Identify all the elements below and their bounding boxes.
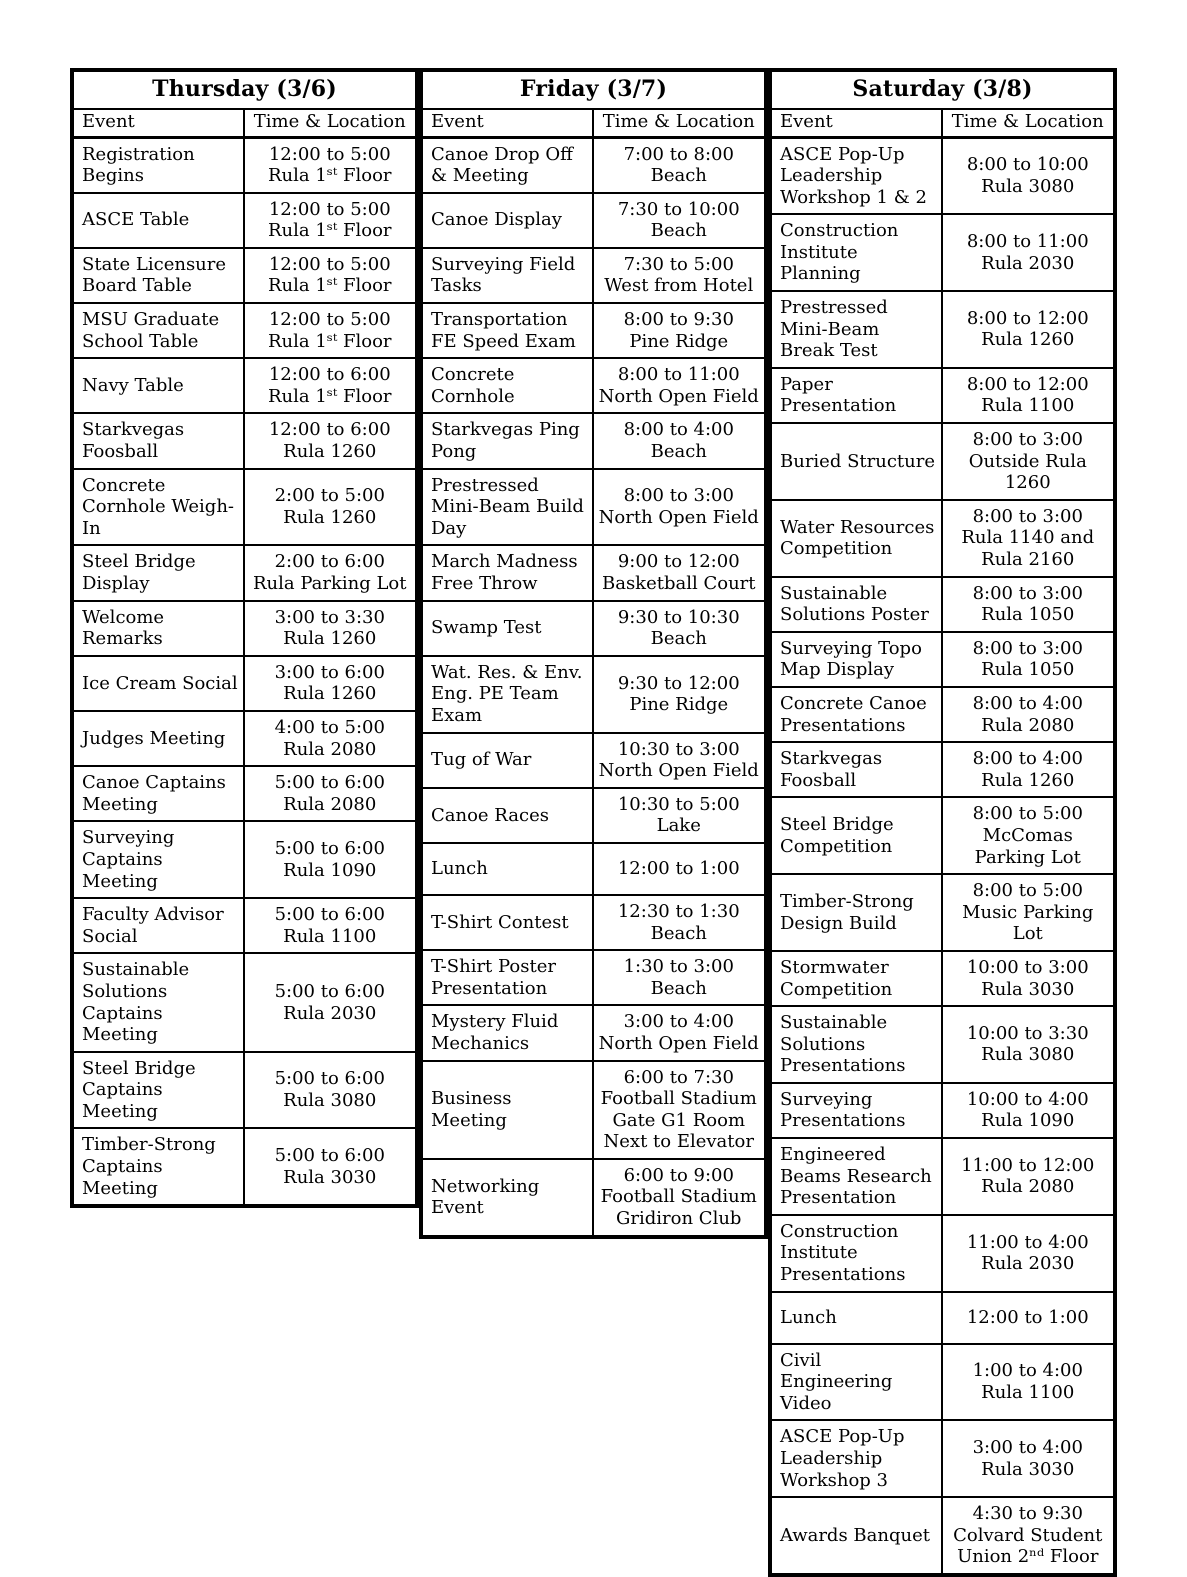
event-time-location: [245, 139, 416, 192]
event-name: Swamp Test: [423, 602, 594, 655]
event-location: Rula 3030: [981, 978, 1075, 1000]
event-name: Prestressed Mini-Beam Break Test: [772, 292, 943, 367]
event-name: Lunch: [772, 1293, 943, 1343]
event-column-header: Event: [772, 110, 943, 136]
event-row: [423, 734, 764, 789]
event-time: 11:00 to 4:00: [966, 1231, 1089, 1253]
event-name: Concrete Cornhole: [423, 359, 594, 412]
event-time-location: [594, 602, 765, 655]
event-time-location: [943, 952, 1114, 1005]
column-headers-saturday: [772, 110, 1113, 139]
event-time-location: [245, 1053, 416, 1128]
event-time-location: [594, 470, 765, 545]
event-time-location: [594, 789, 765, 842]
event-time-location: [943, 501, 1114, 576]
event-time-location: [245, 546, 416, 599]
event-time: 8:00 to 5:00: [972, 880, 1083, 902]
event-time: 10:00 to 4:00: [966, 1088, 1089, 1110]
event-name: Judges Meeting: [74, 712, 245, 765]
event-time: 3:00 to 4:00: [972, 1437, 1083, 1459]
event-time-location: [943, 578, 1114, 631]
event-location: Pine Ridge: [629, 330, 729, 352]
event-row: [772, 1007, 1113, 1084]
event-name: Surveying Captains Meeting: [74, 822, 245, 897]
event-time: 8:00 to 12:00: [966, 373, 1089, 395]
event-name: ASCE Pop-Up Leadership Workshop 3: [772, 1421, 943, 1496]
time-location-column-header: Time & Location: [951, 111, 1104, 132]
event-time-location: [943, 743, 1114, 796]
event-row: [772, 1139, 1113, 1216]
event-row: [423, 657, 764, 734]
event-row: [772, 139, 1113, 216]
event-time: 9:30 to 10:30: [617, 606, 740, 628]
event-time: 8:00 to 4:00: [972, 692, 1083, 714]
day-title-thursday: Thursday (3/6): [74, 72, 415, 110]
event-location: North Open Field: [598, 760, 759, 782]
event-time: 9:30 to 12:00: [617, 672, 740, 694]
event-time-location: [943, 688, 1114, 741]
event-time-location: [943, 875, 1114, 950]
event-time-location: [245, 822, 416, 897]
event-time: 8:00 to 3:00: [972, 637, 1083, 659]
event-location: Beach: [650, 922, 707, 944]
event-rows-saturday: [772, 139, 1113, 1573]
event-rows-thursday: [74, 139, 415, 1205]
event-time: 8:00 to 11:00: [617, 364, 740, 386]
event-location: Rula 2030: [283, 1002, 377, 1024]
event-time-location: [594, 1062, 765, 1158]
event-location: Beach: [650, 628, 707, 650]
event-location: Rula 1140 and Rula 2160: [961, 527, 1095, 570]
event-name: Civil Engineering Video: [772, 1345, 943, 1420]
event-location: Rula 3080: [981, 1044, 1075, 1066]
event-rows-friday: [423, 139, 764, 1235]
event-name: Construction Institute Planning: [772, 215, 943, 290]
event-location: Music Parking Lot: [962, 901, 1094, 945]
event-row: [772, 578, 1113, 633]
event-location: Beach: [650, 165, 707, 187]
event-time: 11:00 to 12:00: [961, 1154, 1095, 1176]
event-time: 6:00 to 7:30: [623, 1066, 734, 1088]
event-name: Paper Presentation: [772, 369, 943, 422]
event-location: Rula 1260: [981, 769, 1075, 791]
time-location-column-header: Time & Location: [253, 111, 406, 132]
event-name: Concrete Cornhole Weigh-In: [74, 470, 245, 545]
event-row: [772, 424, 1113, 501]
event-row: [423, 1006, 764, 1061]
event-name: Starkvegas Foosball: [74, 414, 245, 467]
event-location: Rula 2080: [981, 1176, 1075, 1198]
event-name: Starkvegas Ping Pong: [423, 414, 594, 467]
event-row: [772, 688, 1113, 743]
event-time-location: [943, 1293, 1114, 1343]
event-time-location: [943, 1216, 1114, 1291]
event-name: Ice Cream Social: [74, 657, 245, 710]
event-time-location: [943, 633, 1114, 686]
event-row: [772, 798, 1113, 875]
event-time-location: [245, 414, 416, 467]
event-time-location: [245, 359, 416, 412]
event-row: [74, 470, 415, 547]
event-row: [74, 822, 415, 899]
event-time-location: [594, 139, 765, 192]
event-time-location: [943, 215, 1114, 290]
event-location: Pine Ridge: [629, 694, 729, 716]
event-time: 5:00 to 6:00: [274, 980, 385, 1002]
event-location: Beach: [650, 220, 707, 242]
event-row: [74, 712, 415, 767]
day-title-saturday: Saturday (3/8): [772, 72, 1113, 110]
event-name: Registration Begins: [74, 139, 245, 192]
event-row: [772, 1084, 1113, 1139]
event-location: Rula 3080: [981, 175, 1075, 197]
event-location: Rula 3030: [981, 1458, 1075, 1480]
event-location: Rula 2080: [981, 714, 1075, 736]
event-time: 12:00 to 5:00: [268, 253, 391, 275]
event-row: [772, 292, 1113, 369]
event-location: Rula 3030: [283, 1166, 377, 1188]
event-time: 5:00 to 6:00: [274, 904, 385, 926]
event-time-location: [594, 194, 765, 247]
event-name: Surveying Topo Map Display: [772, 633, 943, 686]
day-title-friday: Friday (3/7): [423, 72, 764, 110]
event-name: MSU Graduate School Table: [74, 304, 245, 357]
event-row: [423, 896, 764, 951]
event-time: 8:00 to 5:00: [972, 803, 1083, 825]
event-row: [74, 359, 415, 414]
event-row: [74, 304, 415, 359]
event-row: [423, 359, 764, 414]
event-location: Rula 1ˢᵗ Floor: [267, 385, 392, 407]
event-time: 8:00 to 12:00: [966, 307, 1089, 329]
event-time-location: [245, 767, 416, 820]
event-location: Rula 1260: [283, 441, 377, 463]
event-time: 12:00 to 6:00: [268, 419, 391, 441]
event-row: [423, 951, 764, 1006]
event-time: 6:00 to 9:00: [623, 1164, 734, 1186]
event-time: 5:00 to 6:00: [274, 1068, 385, 1090]
event-row: [423, 139, 764, 194]
event-time-location: [245, 194, 416, 247]
event-name: Concrete Canoe Presentations: [772, 688, 943, 741]
event-time: 12:00 to 5:00: [268, 143, 391, 165]
event-row: [772, 1216, 1113, 1293]
event-name: Steel Bridge Captains Meeting: [74, 1053, 245, 1128]
event-name: Buried Structure: [772, 424, 943, 499]
event-location: Colvard Student Union 2ⁿᵈ Floor: [953, 1524, 1103, 1568]
event-time: 8:00 to 4:00: [623, 419, 734, 441]
event-row: [772, 1293, 1113, 1345]
event-location: Beach: [650, 977, 707, 999]
event-name: State Licensure Board Table: [74, 249, 245, 302]
event-row: [423, 414, 764, 469]
event-time-location: [594, 304, 765, 357]
event-location: Rula 1100: [283, 925, 377, 947]
event-row: [772, 1345, 1113, 1422]
event-time-location: [245, 954, 416, 1050]
event-location: Beach: [650, 441, 707, 463]
event-row: [74, 1053, 415, 1130]
event-time: 10:30 to 3:00: [617, 738, 740, 760]
event-row: [74, 139, 415, 194]
event-location: Rula 1260: [283, 628, 377, 650]
event-time: 7:30 to 10:00: [617, 198, 740, 220]
event-location: Lake: [656, 815, 701, 837]
event-row: [74, 767, 415, 822]
event-row: [423, 470, 764, 547]
event-location: Rula 1090: [283, 859, 377, 881]
event-row: [74, 546, 415, 601]
event-time: 8:00 to 11:00: [966, 231, 1089, 253]
event-time-location: [594, 1160, 765, 1235]
event-time-location: [594, 359, 765, 412]
event-time-location: [943, 139, 1114, 214]
event-time-location: [943, 1139, 1114, 1214]
event-time: 8:00 to 10:00: [966, 154, 1089, 176]
event-time: 8:00 to 3:00: [972, 505, 1083, 527]
event-location: Rula 1050: [981, 659, 1075, 681]
event-time-location: [594, 734, 765, 787]
event-name: Awards Banquet: [772, 1498, 943, 1573]
event-location: Rula 1260: [981, 329, 1075, 351]
event-time-location: [245, 712, 416, 765]
event-name: Surveying Field Tasks: [423, 249, 594, 302]
event-location: McComas Parking Lot: [974, 824, 1081, 868]
event-time: 8:00 to 3:00: [972, 429, 1083, 451]
event-time-location: [245, 249, 416, 302]
event-row: [772, 743, 1113, 798]
event-location: Rula 1ˢᵗ Floor: [267, 220, 392, 242]
event-row: [423, 844, 764, 896]
conference-schedule: [70, 68, 1117, 1577]
event-time: 8:00 to 4:00: [972, 748, 1083, 770]
event-name: Transportation FE Speed Exam: [423, 304, 594, 357]
event-time: 3:00 to 3:30: [274, 606, 385, 628]
event-row: [74, 194, 415, 249]
event-row: [772, 952, 1113, 1007]
event-time: 8:00 to 3:00: [623, 485, 734, 507]
event-row: [423, 1160, 764, 1235]
event-name: Faculty Advisor Social: [74, 899, 245, 952]
event-name: Canoe Drop Off & Meeting: [423, 139, 594, 192]
event-time: 2:00 to 5:00: [274, 485, 385, 507]
event-time-location: [943, 369, 1114, 422]
event-name: Starkvegas Foosball: [772, 743, 943, 796]
event-location: Rula 1260: [283, 507, 377, 529]
event-name: Wat. Res. & Env. Eng. PE Team Exam: [423, 657, 594, 732]
event-time: 10:00 to 3:30: [966, 1022, 1089, 1044]
event-row: [423, 602, 764, 657]
event-time-location: [594, 844, 765, 894]
event-name: Tug of War: [423, 734, 594, 787]
event-row: [772, 1421, 1113, 1498]
event-time: 8:00 to 3:00: [972, 582, 1083, 604]
event-location: Rula 2030: [981, 1253, 1075, 1275]
event-name: Canoe Races: [423, 789, 594, 842]
event-name: Steel Bridge Display: [74, 546, 245, 599]
event-location: Rula 2080: [283, 738, 377, 760]
event-row: [423, 546, 764, 601]
event-row: [74, 954, 415, 1052]
event-time-location: [245, 602, 416, 655]
event-time: 7:00 to 8:00: [623, 143, 734, 165]
event-name: Canoe Captains Meeting: [74, 767, 245, 820]
event-time: 2:00 to 6:00: [274, 551, 385, 573]
event-location: Football Stadium Gridiron Club: [600, 1186, 757, 1230]
day-table-thursday: [70, 68, 419, 1208]
event-time: 12:00 to 6:00: [268, 364, 391, 386]
column-headers-thursday: [74, 110, 415, 139]
event-time: 4:00 to 5:00: [274, 716, 385, 738]
event-time: 1:30 to 3:00: [623, 956, 734, 978]
event-time: 9:00 to 12:00: [617, 551, 740, 573]
event-row: [74, 1129, 415, 1204]
event-name: Canoe Display: [423, 194, 594, 247]
event-name: Navy Table: [74, 359, 245, 412]
event-location: Rula 1100: [981, 1382, 1075, 1404]
event-name: Timber-Strong Captains Meeting: [74, 1129, 245, 1204]
day-table-saturday: [768, 68, 1117, 1577]
event-time-location: [943, 1421, 1114, 1496]
event-time-location: [943, 424, 1114, 499]
event-time: 5:00 to 6:00: [274, 772, 385, 794]
event-time: 3:00 to 6:00: [274, 661, 385, 683]
event-name: Business Meeting: [423, 1062, 594, 1158]
event-location: Rula Parking Lot: [252, 573, 407, 594]
event-time-location: [594, 657, 765, 732]
event-time: 12:00 to 1:00: [617, 858, 740, 880]
event-name: Water Resources Competition: [772, 501, 943, 576]
event-row: [772, 501, 1113, 578]
event-name: Lunch: [423, 844, 594, 894]
event-location: North Open Field: [598, 385, 759, 407]
event-location: Outside Rula 1260: [968, 450, 1087, 494]
event-name: Welcome Remarks: [74, 602, 245, 655]
event-time-location: [245, 304, 416, 357]
event-location: Rula 3080: [283, 1090, 377, 1112]
event-time-location: [245, 899, 416, 952]
event-time-location: [594, 896, 765, 949]
event-location: Rula 1ˢᵗ Floor: [267, 165, 392, 187]
event-row: [423, 249, 764, 304]
event-row: [423, 304, 764, 359]
event-name: Steel Bridge Competition: [772, 798, 943, 873]
event-location: North Open Field: [598, 1032, 759, 1054]
event-time: 1:00 to 4:00: [972, 1360, 1083, 1382]
event-name: ASCE Pop-Up Leadership Workshop 1 & 2: [772, 139, 943, 214]
event-name: T-Shirt Contest: [423, 896, 594, 949]
event-time-location: [245, 1129, 416, 1204]
event-location: Rula 2030: [981, 252, 1075, 274]
event-time-location: [943, 798, 1114, 873]
event-name: Construction Institute Presentations: [772, 1216, 943, 1291]
event-name: Networking Event: [423, 1160, 594, 1235]
event-location: Rula 1100: [981, 395, 1075, 417]
event-row: [74, 657, 415, 712]
event-row: [423, 194, 764, 249]
day-table-friday: [419, 68, 768, 1239]
event-name: Prestressed Mini-Beam Build Day: [423, 470, 594, 545]
event-time: 12:00 to 5:00: [268, 309, 391, 331]
event-location: Rula 1260: [283, 683, 377, 705]
event-time: 8:00 to 9:30: [623, 309, 734, 331]
event-name: Sustainable Solutions Presentations: [772, 1007, 943, 1082]
event-time-location: [594, 249, 765, 302]
event-location: Rula 1ˢᵗ Floor: [267, 275, 392, 297]
event-location: Rula 2080: [283, 793, 377, 815]
event-row: [74, 249, 415, 304]
event-name: T-Shirt Poster Presentation: [423, 951, 594, 1004]
event-time-location: [245, 657, 416, 710]
event-name: Sustainable Solutions Captains Meeting: [74, 954, 245, 1050]
event-row: [74, 602, 415, 657]
event-time: 10:30 to 5:00: [617, 793, 740, 815]
event-time-location: [594, 414, 765, 467]
event-name: ASCE Table: [74, 194, 245, 247]
event-location: Rula 1ˢᵗ Floor: [267, 330, 392, 352]
event-time: 5:00 to 6:00: [274, 1145, 385, 1167]
event-time: 3:00 to 4:00: [623, 1011, 734, 1033]
event-time: 4:30 to 9:30: [972, 1503, 1083, 1525]
event-row: [423, 1062, 764, 1160]
event-location: Football Stadium Gate G1 Room Next to Elevator: [600, 1088, 757, 1153]
event-name: Stormwater Competition: [772, 952, 943, 1005]
event-column-header: Event: [423, 110, 594, 136]
event-name: Sustainable Solutions Poster: [772, 578, 943, 631]
event-row: [74, 414, 415, 469]
event-time-location: [594, 546, 765, 599]
event-location: Basketball Court: [601, 573, 756, 594]
time-location-column-header: Time & Location: [602, 111, 755, 132]
event-location: Rula 1090: [981, 1110, 1075, 1132]
event-time: 7:30 to 5:00: [623, 253, 734, 275]
event-time: 10:00 to 3:00: [966, 956, 1089, 978]
event-time-location: [245, 470, 416, 545]
event-row: [423, 789, 764, 844]
event-name: Engineered Beams Research Presentation: [772, 1139, 943, 1214]
event-name: Mystery Fluid Mechanics: [423, 1006, 594, 1059]
event-time: 12:00 to 5:00: [268, 198, 391, 220]
event-time: 12:00 to 1:00: [966, 1306, 1089, 1328]
event-row: [772, 875, 1113, 952]
event-location: West from Hotel: [604, 275, 754, 297]
event-row: [772, 633, 1113, 688]
event-time: 5:00 to 6:00: [274, 838, 385, 860]
event-time-location: [594, 1006, 765, 1059]
column-headers-friday: [423, 110, 764, 139]
event-location: Rula 1050: [981, 604, 1075, 626]
event-time-location: [943, 292, 1114, 367]
event-location: North Open Field: [598, 507, 759, 529]
event-row: [74, 899, 415, 954]
event-time: 12:30 to 1:30: [617, 900, 740, 922]
event-time-location: [943, 1007, 1114, 1082]
event-time-location: [943, 1345, 1114, 1420]
event-name: Surveying Presentations: [772, 1084, 943, 1137]
event-time-location: [594, 951, 765, 1004]
event-row: [772, 369, 1113, 424]
event-row: [772, 215, 1113, 292]
event-time-location: [943, 1084, 1114, 1137]
event-column-header: Event: [74, 110, 245, 136]
event-name: Timber-Strong Design Build: [772, 875, 943, 950]
event-name: March Madness Free Throw: [423, 546, 594, 599]
